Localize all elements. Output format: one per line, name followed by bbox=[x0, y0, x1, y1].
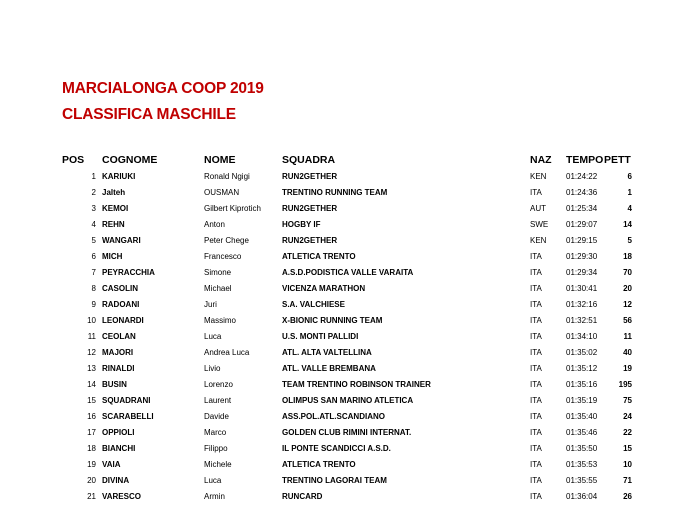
table-row bbox=[0, 412, 696, 428]
cell-naz: ITA bbox=[530, 460, 542, 469]
cell-cognome: KEMOI bbox=[102, 204, 129, 213]
table-row bbox=[0, 172, 696, 188]
cell-nome: Anton bbox=[204, 220, 225, 229]
cell-pos: 3 bbox=[91, 204, 96, 213]
cell-naz: ITA bbox=[530, 492, 542, 501]
cell-pett: 18 bbox=[623, 252, 632, 261]
cell-squadra: A.S.D.PODISTICA VALLE VARAITA bbox=[282, 268, 414, 277]
cell-pos: 13 bbox=[87, 364, 96, 373]
cell-pett: 1 bbox=[627, 188, 632, 197]
cell-squadra: ASS.POL.ATL.SCANDIANO bbox=[282, 412, 385, 421]
cell-nome: Laurent bbox=[204, 396, 232, 405]
cell-pett: 19 bbox=[623, 364, 632, 373]
cell-pett: 6 bbox=[627, 172, 632, 181]
table-row bbox=[0, 396, 696, 412]
cell-pos: 9 bbox=[91, 300, 96, 309]
cell-nome: Andrea Luca bbox=[204, 348, 250, 357]
cell-squadra: U.S. MONTI PALLIDI bbox=[282, 332, 359, 341]
cell-squadra: TRENTINO LAGORAI TEAM bbox=[282, 476, 387, 485]
table-row bbox=[0, 300, 696, 316]
cell-tempo: 01:35:53 bbox=[566, 460, 598, 469]
cell-nome: OUSMAN bbox=[204, 188, 240, 197]
cell-nome: Peter Chege bbox=[204, 236, 249, 245]
header-squadra: SQUADRA bbox=[282, 154, 336, 166]
cell-pos: 20 bbox=[87, 476, 96, 485]
cell-pett: 11 bbox=[623, 332, 632, 341]
page-title: MARCIALONGA COOP 2019 bbox=[62, 80, 264, 97]
cell-tempo: 01:35:16 bbox=[566, 380, 598, 389]
cell-naz: SWE bbox=[530, 220, 549, 229]
cell-pett: 26 bbox=[623, 492, 632, 501]
cell-squadra: S.A. VALCHIESE bbox=[282, 300, 345, 309]
cell-tempo: 01:35:40 bbox=[566, 412, 598, 421]
cell-tempo: 01:35:55 bbox=[566, 476, 598, 485]
table-row bbox=[0, 364, 696, 380]
cell-pos: 11 bbox=[87, 332, 96, 341]
cell-pett: 20 bbox=[623, 284, 632, 293]
cell-pos: 19 bbox=[87, 460, 96, 469]
table-row bbox=[0, 188, 696, 204]
cell-cognome: SQUADRANI bbox=[102, 396, 151, 405]
cell-nome: Marco bbox=[204, 428, 227, 437]
cell-squadra: X-BIONIC RUNNING TEAM bbox=[282, 316, 383, 325]
table-row bbox=[0, 252, 696, 268]
cell-nome: Lorenzo bbox=[204, 380, 233, 389]
table-row bbox=[0, 492, 696, 508]
cell-tempo: 01:32:16 bbox=[566, 300, 598, 309]
header-tempo: TEMPO bbox=[566, 154, 604, 166]
cell-cognome: KARIUKI bbox=[102, 172, 136, 181]
cell-pett: 56 bbox=[623, 316, 632, 325]
cell-squadra: RUNCARD bbox=[282, 492, 323, 501]
cell-nome: Luca bbox=[204, 476, 222, 485]
cell-pett: 14 bbox=[623, 220, 632, 229]
cell-naz: ITA bbox=[530, 396, 542, 405]
table-row bbox=[0, 236, 696, 252]
cell-pos: 5 bbox=[91, 236, 96, 245]
cell-pos: 18 bbox=[87, 444, 96, 453]
cell-nome: Filippo bbox=[204, 444, 228, 453]
cell-squadra: VICENZA MARATHON bbox=[282, 284, 366, 293]
cell-cognome: SCARABELLI bbox=[102, 412, 154, 421]
cell-naz: ITA bbox=[530, 268, 542, 277]
cell-pos: 14 bbox=[87, 380, 96, 389]
cell-pett: 5 bbox=[627, 236, 632, 245]
cell-tempo: 01:29:30 bbox=[566, 252, 598, 261]
cell-pett: 10 bbox=[623, 460, 632, 469]
cell-pos: 8 bbox=[91, 284, 96, 293]
cell-cognome: DIVINA bbox=[102, 476, 130, 485]
cell-cognome: BUSIN bbox=[102, 380, 127, 389]
cell-tempo: 01:30:41 bbox=[566, 284, 598, 293]
cell-squadra: HOGBY IF bbox=[282, 220, 321, 229]
cell-cognome: RADOANI bbox=[102, 300, 140, 309]
cell-tempo: 01:35:12 bbox=[566, 364, 598, 373]
cell-tempo: 01:35:02 bbox=[566, 348, 598, 357]
cell-squadra: TEAM TRENTINO ROBINSON TRAINER bbox=[282, 380, 431, 389]
cell-naz: ITA bbox=[530, 444, 542, 453]
cell-squadra: TRENTINO RUNNING TEAM bbox=[282, 188, 388, 197]
cell-pos: 4 bbox=[91, 220, 96, 229]
table-row bbox=[0, 316, 696, 332]
cell-pett: 4 bbox=[627, 204, 632, 213]
table-row bbox=[0, 428, 696, 444]
cell-tempo: 01:29:15 bbox=[566, 236, 598, 245]
cell-cognome: CEOLAN bbox=[102, 332, 136, 341]
cell-tempo: 01:35:50 bbox=[566, 444, 598, 453]
table-row bbox=[0, 268, 696, 284]
cell-cognome: RINALDI bbox=[102, 364, 135, 373]
cell-cognome: OPPIOLI bbox=[102, 428, 135, 437]
cell-squadra: RUN2GETHER bbox=[282, 236, 338, 245]
cell-nome: Francesco bbox=[204, 252, 242, 261]
table-row bbox=[0, 332, 696, 348]
header-nome: NOME bbox=[204, 154, 236, 166]
cell-pett: 40 bbox=[623, 348, 632, 357]
cell-squadra: ATLETICA TRENTO bbox=[282, 252, 356, 261]
cell-naz: ITA bbox=[530, 364, 542, 373]
cell-pos: 15 bbox=[87, 396, 96, 405]
header-naz: NAZ bbox=[530, 154, 552, 166]
cell-tempo: 01:36:04 bbox=[566, 492, 598, 501]
cell-nome: Gilbert Kiprotich bbox=[204, 204, 261, 213]
cell-tempo: 01:29:34 bbox=[566, 268, 598, 277]
cell-pett: 195 bbox=[618, 380, 632, 389]
cell-nome: Juri bbox=[204, 300, 217, 309]
cell-tempo: 01:35:46 bbox=[566, 428, 598, 437]
cell-naz: ITA bbox=[530, 188, 542, 197]
cell-pett: 24 bbox=[623, 412, 632, 421]
cell-tempo: 01:34:10 bbox=[566, 332, 598, 341]
cell-nome: Simone bbox=[204, 268, 232, 277]
cell-naz: ITA bbox=[530, 412, 542, 421]
cell-cognome: WANGARI bbox=[102, 236, 141, 245]
cell-pett: 15 bbox=[623, 444, 632, 453]
cell-tempo: 01:35:19 bbox=[566, 396, 598, 405]
cell-pett: 71 bbox=[623, 476, 632, 485]
table-row bbox=[0, 284, 696, 300]
cell-pos: 12 bbox=[87, 348, 96, 357]
cell-naz: ITA bbox=[530, 284, 542, 293]
cell-naz: ITA bbox=[530, 380, 542, 389]
cell-pett: 22 bbox=[623, 428, 632, 437]
cell-pos: 6 bbox=[91, 252, 96, 261]
cell-pos: 16 bbox=[87, 412, 96, 421]
table-row bbox=[0, 476, 696, 492]
cell-cognome: MICH bbox=[102, 252, 123, 261]
cell-squadra: IL PONTE SCANDICCI A.S.D. bbox=[282, 444, 391, 453]
cell-squadra: ATL. ALTA VALTELLINA bbox=[282, 348, 372, 357]
page-subtitle: CLASSIFICA MASCHILE bbox=[62, 106, 236, 123]
cell-pos: 7 bbox=[91, 268, 96, 277]
cell-naz: ITA bbox=[530, 348, 542, 357]
cell-squadra: RUN2GETHER bbox=[282, 172, 338, 181]
cell-pos: 17 bbox=[87, 428, 96, 437]
cell-pos: 1 bbox=[91, 172, 96, 181]
cell-cognome: REHN bbox=[102, 220, 125, 229]
cell-naz: ITA bbox=[530, 300, 542, 309]
cell-naz: KEN bbox=[530, 172, 547, 181]
cell-cognome: PEYRACCHIA bbox=[102, 268, 155, 277]
table-row bbox=[0, 460, 696, 476]
cell-nome: Armin bbox=[204, 492, 225, 501]
cell-tempo: 01:29:07 bbox=[566, 220, 598, 229]
table-row bbox=[0, 348, 696, 364]
cell-tempo: 01:24:22 bbox=[566, 172, 598, 181]
cell-pos: 21 bbox=[87, 492, 96, 501]
cell-naz: ITA bbox=[530, 252, 542, 261]
cell-pett: 75 bbox=[623, 396, 632, 405]
table-row bbox=[0, 220, 696, 236]
cell-squadra: ATLETICA TRENTO bbox=[282, 460, 356, 469]
cell-naz: ITA bbox=[530, 428, 542, 437]
cell-tempo: 01:24:36 bbox=[566, 188, 598, 197]
cell-nome: Michael bbox=[204, 284, 232, 293]
cell-naz: ITA bbox=[530, 316, 542, 325]
cell-cognome: VAIA bbox=[102, 460, 121, 469]
cell-naz: ITA bbox=[530, 476, 542, 485]
cell-cognome: BIANCHI bbox=[102, 444, 136, 453]
cell-nome: Michele bbox=[204, 460, 232, 469]
table-row bbox=[0, 380, 696, 396]
cell-nome: Massimo bbox=[204, 316, 237, 325]
cell-nome: Ronald Ngigi bbox=[204, 172, 250, 181]
header-pos: POS bbox=[62, 154, 85, 166]
cell-nome: Luca bbox=[204, 332, 222, 341]
cell-squadra: OLIMPUS SAN MARINO ATLETICA bbox=[282, 396, 414, 405]
cell-naz: KEN bbox=[530, 236, 547, 245]
cell-tempo: 01:32:51 bbox=[566, 316, 598, 325]
cell-nome: Livio bbox=[204, 364, 221, 373]
cell-cognome: Jalteh bbox=[102, 188, 126, 197]
table-row bbox=[0, 204, 696, 220]
cell-nome: Davide bbox=[204, 412, 229, 421]
cell-pos: 2 bbox=[91, 188, 96, 197]
cell-pett: 70 bbox=[623, 268, 632, 277]
cell-naz: ITA bbox=[530, 332, 542, 341]
cell-squadra: GOLDEN CLUB RIMINI INTERNAT. bbox=[282, 428, 412, 437]
table-row bbox=[0, 444, 696, 460]
header-pett: PETT bbox=[604, 154, 631, 166]
cell-cognome: CASOLIN bbox=[102, 284, 138, 293]
cell-cognome: LEONARDI bbox=[102, 316, 144, 325]
cell-tempo: 01:25:34 bbox=[566, 204, 598, 213]
cell-pett: 12 bbox=[623, 300, 632, 309]
cell-squadra: ATL. VALLE BREMBANA bbox=[282, 364, 376, 373]
cell-cognome: VARESCO bbox=[102, 492, 141, 501]
cell-naz: AUT bbox=[530, 204, 546, 213]
cell-cognome: MAJORI bbox=[102, 348, 134, 357]
header-cognome: COGNOME bbox=[102, 154, 158, 166]
cell-squadra: RUN2GETHER bbox=[282, 204, 338, 213]
cell-pos: 10 bbox=[87, 316, 96, 325]
